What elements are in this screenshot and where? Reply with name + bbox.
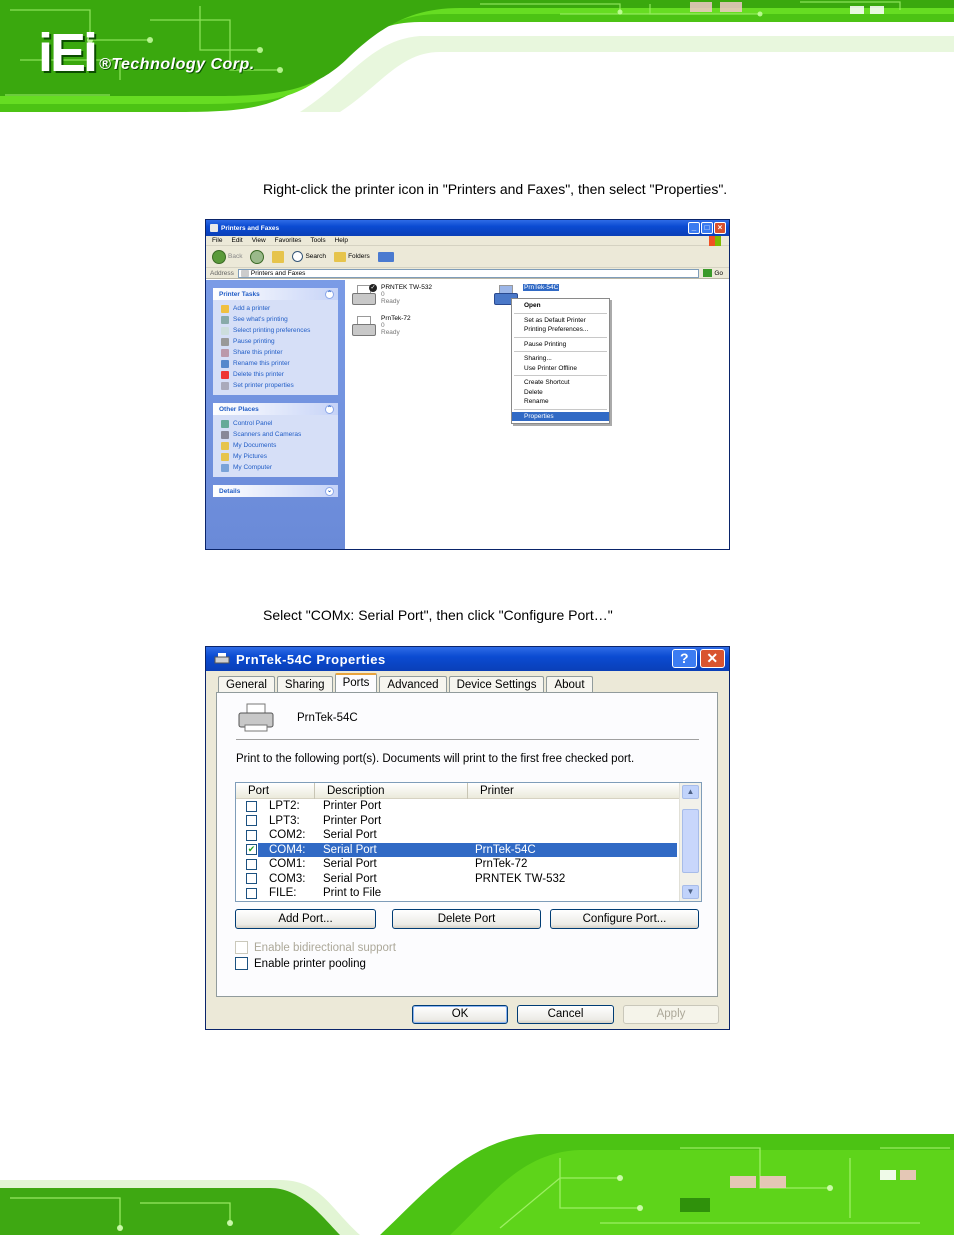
port-list-scrollbar[interactable] (679, 783, 701, 901)
printer-count: 0 (381, 322, 385, 329)
printer-status: Ready (381, 298, 400, 305)
menu-rename[interactable]: Rename (524, 398, 549, 405)
rename-icon (221, 360, 229, 368)
close-button[interactable]: ✕ (700, 649, 725, 668)
context-menu (511, 298, 610, 424)
place-control-panel[interactable]: Control Panel (221, 418, 334, 429)
printer-icon (214, 653, 230, 665)
address-bar (206, 268, 729, 279)
add-port-button[interactable]: Add Port... (235, 909, 376, 929)
add-printer-icon (221, 305, 229, 313)
column-port[interactable]: Port (236, 783, 315, 799)
task-properties[interactable]: Set printer properties (221, 380, 334, 391)
delete-port-button[interactable]: Delete Port (392, 909, 541, 929)
go-button[interactable]: Go (703, 269, 729, 277)
port-checkbox[interactable] (246, 801, 257, 812)
port-row-lpt3[interactable]: LPT3: Printer Port (236, 814, 701, 829)
menu-bar (206, 236, 729, 246)
tab-sharing[interactable]: Sharing (277, 676, 333, 692)
back-button[interactable]: Back (212, 250, 242, 264)
ok-button[interactable]: OK (412, 1005, 508, 1024)
tab-advanced[interactable]: Advanced (379, 676, 446, 692)
menu-edit[interactable]: Edit (231, 237, 243, 244)
printer-properties-dialog (205, 646, 730, 1030)
menu-tools[interactable]: Tools (310, 237, 326, 244)
port-checkbox[interactable] (246, 815, 257, 826)
task-preferences[interactable]: Select printing preferences (221, 325, 334, 336)
pooling-option[interactable]: Enable printer pooling (235, 957, 366, 970)
scroll-up-icon[interactable]: ▲ (682, 785, 699, 799)
footer-circuit-graphic (0, 1128, 954, 1235)
port-checkbox[interactable] (246, 859, 257, 870)
page-header (0, 0, 954, 112)
control-panel-icon (221, 420, 229, 428)
ports-tab-panel (216, 692, 718, 997)
menu-offline[interactable]: Use Printer Offline (524, 364, 577, 372)
port-row-com2[interactable]: COM2: Serial Port (236, 828, 701, 843)
preferences-icon (221, 327, 229, 335)
print-queue-icon (221, 316, 229, 324)
port-checkbox[interactable] (246, 888, 257, 899)
port-row-com4[interactable]: ✔ COM4: Serial Port PrnTek-54C (236, 843, 701, 858)
printer-item-prntek-72[interactable] (351, 315, 411, 341)
other-places-header[interactable]: Other Places ⌃ (213, 403, 338, 415)
menu-delete[interactable]: Delete (524, 388, 543, 396)
share-icon (221, 349, 229, 357)
address-input[interactable]: Printers and Faxes (238, 269, 699, 278)
close-button[interactable]: × (714, 222, 726, 234)
dialog-title: PrnTek-54C Properties (236, 651, 386, 667)
place-my-documents[interactable]: My Documents (221, 440, 334, 451)
printer-status: Ready (381, 329, 400, 336)
instruction-step-1: Right-click the printer icon in "Printers and Faxes", then select "Properties". (263, 181, 728, 197)
printer-folder-icon (241, 270, 249, 277)
task-rename[interactable]: Rename this printer (221, 358, 334, 369)
printer-tasks-header[interactable]: Printer Tasks ⌃ (213, 288, 338, 300)
port-checkbox[interactable] (246, 830, 257, 841)
menu-help[interactable]: Help (334, 237, 348, 244)
place-my-pictures[interactable]: My Pictures (221, 451, 334, 462)
cancel-button[interactable]: Cancel (517, 1005, 614, 1024)
divider (236, 739, 699, 740)
documents-folder-icon (221, 442, 229, 450)
printer-list-area (345, 280, 729, 549)
go-arrow-icon (703, 269, 712, 277)
windows-flag-icon (709, 236, 721, 246)
search-icon (292, 251, 303, 262)
menu-create-shortcut[interactable]: Create Shortcut (524, 379, 570, 386)
logo-text: ®Technology Corp. (99, 56, 255, 73)
pause-icon (221, 338, 229, 346)
task-pause[interactable]: Pause printing (221, 336, 334, 347)
task-pane (206, 280, 345, 549)
port-list-header (236, 783, 701, 799)
expand-chevron-icon[interactable]: ⌄ (326, 487, 333, 494)
ports-description: Print to the following port(s). Documents will print to the first free checked port. (236, 753, 635, 765)
tab-ports[interactable]: Ports (335, 673, 378, 692)
task-see-printing[interactable]: See what's printing (221, 314, 334, 325)
port-row-file[interactable]: FILE: Print to File (236, 886, 701, 901)
printer-count: 0 (381, 291, 385, 298)
printer-icon (351, 315, 377, 341)
menu-view[interactable]: View (251, 237, 266, 244)
folders-icon (334, 252, 346, 262)
bidirectional-checkbox (235, 941, 248, 954)
printer-name: PrnTek-54C (297, 712, 358, 724)
back-arrow-icon (212, 250, 226, 264)
logo-mark: iEi (38, 23, 96, 83)
printer-item-prntek-tw-532[interactable] (351, 284, 432, 310)
scanner-icon (221, 431, 229, 439)
address-label: Address (210, 269, 234, 277)
maximize-button[interactable]: □ (701, 222, 713, 234)
column-description[interactable]: Description (315, 783, 468, 799)
minimize-button[interactable]: _ (688, 222, 700, 234)
menu-file[interactable]: File (212, 237, 223, 244)
folder-up-icon[interactable] (272, 251, 284, 263)
instruction-step-2: Select "COMx: Serial Port", then click "Configure Port…" (263, 607, 613, 623)
collapse-chevron-icon[interactable]: ⌃ (326, 405, 333, 412)
page-footer (0, 1128, 954, 1235)
menu-favorites[interactable]: Favorites (274, 237, 302, 244)
collapse-chevron-icon[interactable]: ⌃ (326, 290, 333, 297)
window-title-bar (206, 220, 729, 236)
port-row-lpt2[interactable]: LPT2: Printer Port (236, 799, 701, 814)
forward-arrow-icon (250, 250, 264, 264)
details-header[interactable]: Details ⌄ (213, 485, 338, 497)
place-my-computer[interactable]: My Computer (221, 462, 334, 473)
company-logo (38, 23, 255, 83)
printer-name: PrnTek-72 (381, 315, 411, 322)
scroll-thumb[interactable] (682, 809, 699, 873)
printers-and-faxes-window (205, 219, 730, 550)
task-delete[interactable]: Delete this printer (221, 369, 334, 380)
task-share[interactable]: Share this printer (221, 347, 334, 358)
printer-folder-icon (210, 224, 218, 232)
printer-icon (237, 703, 277, 733)
printer-name: PrnTek-54C (524, 284, 559, 291)
dialog-title-bar (206, 647, 729, 671)
forward-button[interactable] (250, 250, 264, 264)
printer-icon (351, 284, 377, 310)
bidirectional-option: Enable bidirectional support (235, 941, 396, 954)
tab-general[interactable]: General (218, 676, 275, 692)
menu-properties[interactable]: Properties (512, 412, 609, 422)
tab-about[interactable]: About (546, 676, 592, 692)
printer-tasks-panel (213, 288, 338, 395)
menu-pause[interactable]: Pause Printing (524, 340, 567, 348)
computer-icon (221, 464, 229, 472)
column-printer[interactable]: Printer (480, 785, 514, 797)
delete-icon (221, 371, 229, 379)
window-title: Printers and Faxes (221, 224, 280, 232)
properties-icon (221, 382, 229, 390)
menu-open[interactable]: Open (524, 302, 541, 309)
details-panel (213, 485, 338, 497)
other-places-panel (213, 403, 338, 477)
default-check-icon: ✓ (370, 285, 376, 291)
port-row-com3[interactable]: COM3: Serial Port PRNTEK TW-532 (236, 872, 701, 887)
task-add-printer[interactable]: Add a printer (221, 303, 334, 314)
port-row-com1[interactable]: COM1: Serial Port PrnTek-72 (236, 857, 701, 872)
menu-preferences[interactable]: Printing Preferences... (524, 326, 589, 333)
apply-button: Apply (623, 1005, 719, 1024)
help-button[interactable]: ? (672, 649, 697, 668)
place-scanners[interactable]: Scanners and Cameras (221, 429, 334, 440)
menu-sharing[interactable]: Sharing... (524, 355, 552, 362)
port-checkbox-checked[interactable]: ✔ (247, 844, 256, 855)
tab-strip (218, 676, 595, 692)
printer-name: PRNTEK TW-532 (381, 284, 433, 291)
port-list (235, 782, 702, 902)
pooling-checkbox[interactable] (235, 957, 248, 970)
configure-port-button[interactable]: Configure Port... (550, 909, 699, 929)
pictures-folder-icon (221, 453, 229, 461)
folders-button[interactable]: Folders (334, 252, 370, 262)
scroll-down-icon[interactable]: ▼ (682, 885, 699, 899)
port-checkbox[interactable] (246, 873, 257, 884)
views-icon[interactable] (378, 252, 394, 262)
search-button[interactable]: Search (292, 251, 326, 262)
toolbar (206, 246, 729, 268)
menu-set-default[interactable]: Set as Default Printer (524, 316, 586, 324)
tab-device-settings[interactable]: Device Settings (449, 676, 545, 692)
